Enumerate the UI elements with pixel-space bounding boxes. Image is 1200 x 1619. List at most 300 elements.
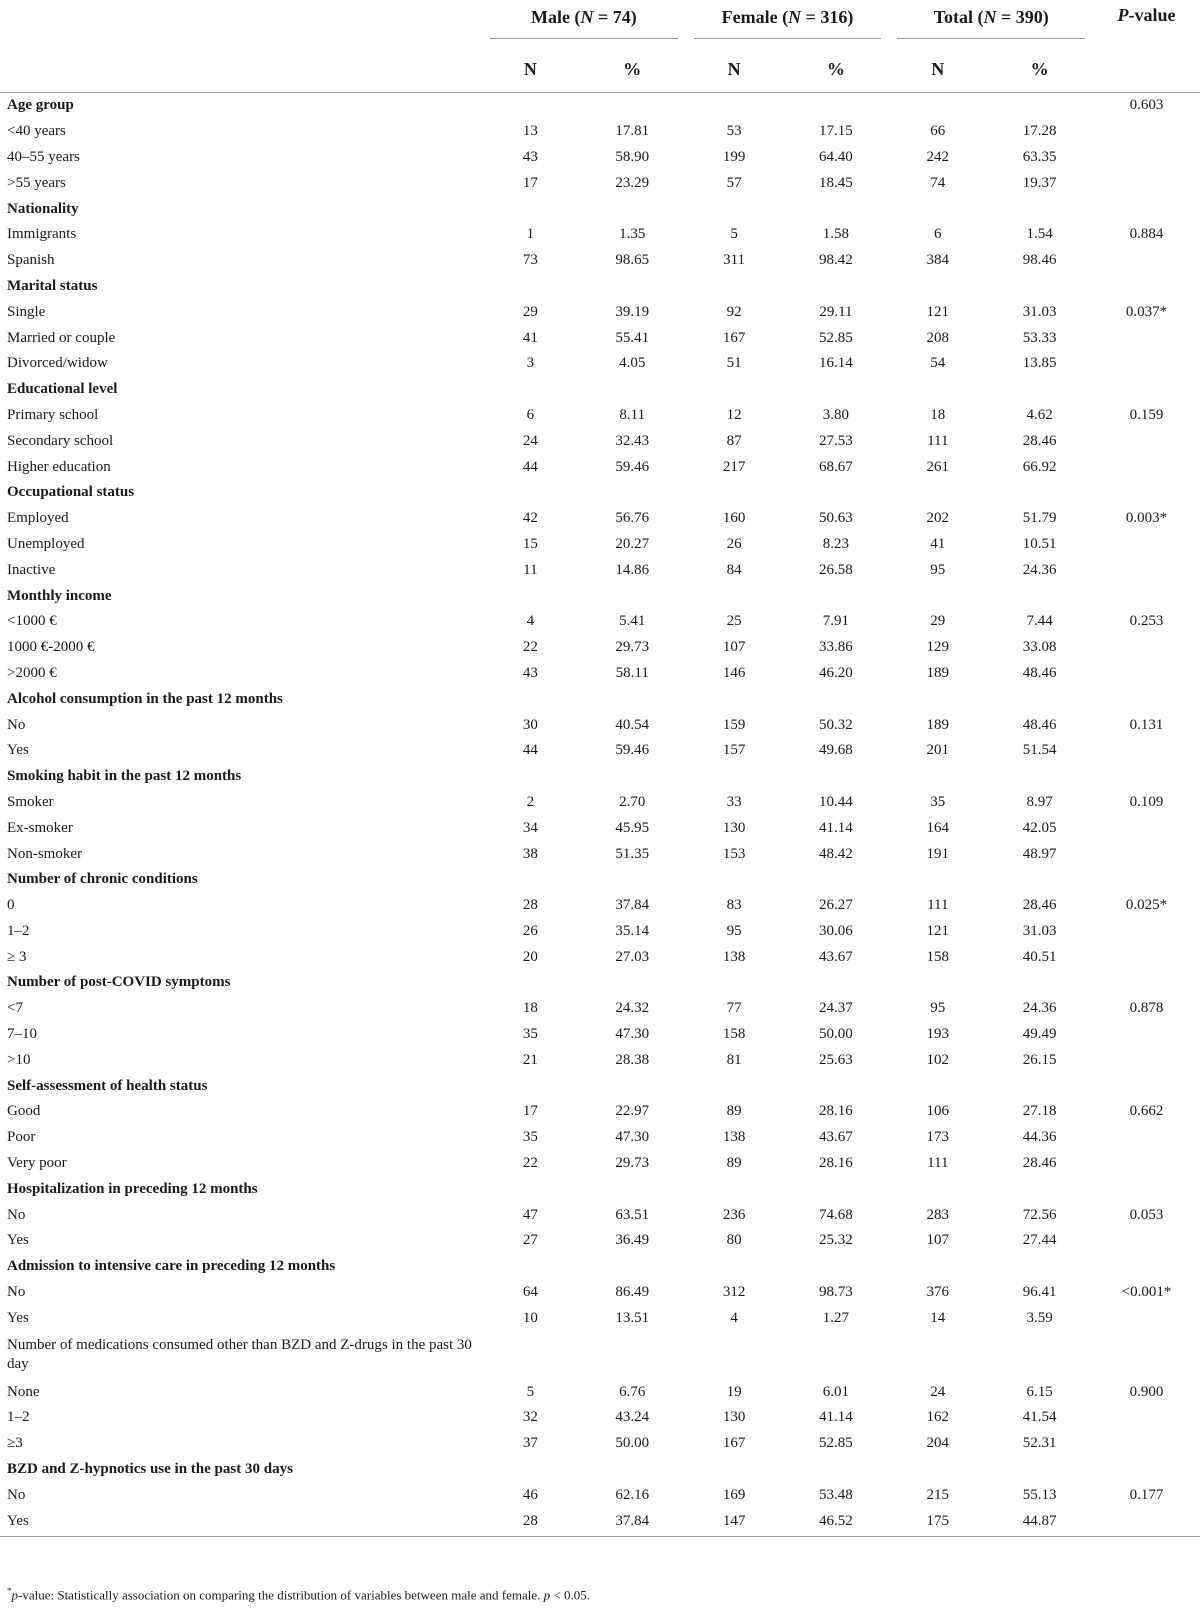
cell-pvalue: 0.053 bbox=[1129, 1206, 1164, 1223]
table-row bbox=[0, 1431, 1200, 1457]
cell-n: 159 bbox=[722, 716, 746, 733]
cell-percent bbox=[986, 196, 1093, 222]
cell-n: 283 bbox=[926, 1206, 949, 1223]
cell-percent: 98.73 bbox=[819, 1284, 853, 1301]
cell-percent: 98.65 bbox=[615, 252, 650, 269]
cell-percent: 3.59 bbox=[1026, 1309, 1053, 1326]
row-label: 40–55 years bbox=[7, 148, 80, 165]
row-label: Primary school bbox=[7, 406, 99, 423]
cell-n: 173 bbox=[926, 1129, 949, 1146]
table-row bbox=[0, 403, 1200, 429]
category-row bbox=[0, 970, 1200, 996]
category-row bbox=[0, 196, 1200, 222]
cell-percent bbox=[579, 196, 686, 222]
cell-pvalue bbox=[1093, 557, 1200, 583]
cell-percent: 31.03 bbox=[1022, 922, 1057, 939]
cell-percent bbox=[986, 867, 1093, 893]
cell-n: 164 bbox=[926, 819, 949, 836]
cell-percent: 50.32 bbox=[819, 716, 853, 733]
cell-percent: 66.92 bbox=[1022, 458, 1057, 475]
cell-pvalue bbox=[1093, 1405, 1200, 1431]
cell-percent: 58.90 bbox=[615, 148, 650, 165]
cell-n: 24 bbox=[522, 432, 538, 449]
cell-n: 215 bbox=[926, 1486, 949, 1503]
cell-percent: 49.49 bbox=[1022, 1026, 1057, 1043]
cell-n: 20 bbox=[522, 948, 538, 965]
cell-pvalue bbox=[1093, 1431, 1200, 1457]
cell-percent: 27.53 bbox=[819, 432, 853, 449]
cell-n bbox=[889, 686, 986, 712]
cell-percent bbox=[579, 480, 686, 506]
cell-n: 111 bbox=[927, 1155, 949, 1172]
header-blank-cell bbox=[1093, 55, 1200, 93]
cell-percent: 49.68 bbox=[819, 742, 853, 759]
table-row bbox=[0, 325, 1200, 351]
cell-percent: 43.67 bbox=[819, 948, 853, 965]
cell-percent: 55.13 bbox=[1022, 1486, 1057, 1503]
cell-percent: 62.16 bbox=[615, 1486, 650, 1503]
cell-n: 121 bbox=[926, 922, 949, 939]
row-label: No bbox=[7, 1206, 26, 1223]
cell-n bbox=[482, 583, 579, 609]
cell-percent: 1.58 bbox=[822, 226, 850, 243]
cell-pvalue bbox=[1093, 867, 1200, 893]
row-label: 1–2 bbox=[7, 922, 30, 939]
cell-percent: 10.51 bbox=[1022, 535, 1057, 552]
cell-pvalue bbox=[1093, 1331, 1200, 1379]
cell-n: 311 bbox=[723, 252, 746, 269]
cell-percent: 28.16 bbox=[819, 1103, 853, 1120]
row-label: Secondary school bbox=[7, 432, 114, 449]
cell-percent bbox=[579, 1254, 686, 1280]
cell-n: 19 bbox=[726, 1383, 742, 1400]
cell-percent bbox=[782, 1073, 889, 1099]
cell-percent: 59.46 bbox=[615, 742, 650, 759]
table-row bbox=[0, 893, 1200, 919]
cell-n: 54 bbox=[930, 355, 946, 372]
cell-pvalue bbox=[1093, 583, 1200, 609]
cell-pvalue: 0.131 bbox=[1129, 716, 1164, 733]
cell-n bbox=[889, 274, 986, 300]
cell-pvalue bbox=[1093, 635, 1200, 661]
cell-percent: 24.36 bbox=[1022, 1000, 1057, 1017]
row-label: None bbox=[7, 1383, 40, 1400]
cell-n: 107 bbox=[926, 1232, 949, 1249]
table-row bbox=[0, 1228, 1200, 1254]
cell-n: 77 bbox=[726, 1000, 742, 1017]
cell-n bbox=[686, 480, 783, 506]
header-group-total bbox=[889, 0, 1093, 41]
cell-percent: 14.86 bbox=[615, 561, 650, 578]
cell-percent: 51.79 bbox=[1022, 510, 1057, 527]
cell-percent: 74.68 bbox=[819, 1206, 853, 1223]
category-label: BZD and Z-hypnotics use in the past 30 days bbox=[7, 1461, 293, 1478]
table-row bbox=[0, 1022, 1200, 1048]
cell-percent: 26.15 bbox=[1022, 1051, 1057, 1068]
row-label: Yes bbox=[7, 1309, 29, 1326]
cell-percent: 47.30 bbox=[615, 1129, 650, 1146]
table-row bbox=[0, 996, 1200, 1022]
category-label: Admission to intensive care in preceding 12 months bbox=[7, 1258, 336, 1275]
cell-n: 12 bbox=[726, 406, 742, 423]
cell-pvalue bbox=[1093, 532, 1200, 558]
cell-n bbox=[889, 1073, 986, 1099]
table-row bbox=[0, 738, 1200, 764]
cell-n: 130 bbox=[722, 1409, 746, 1426]
cell-n: 191 bbox=[926, 845, 949, 862]
cell-pvalue bbox=[1093, 248, 1200, 274]
cell-percent bbox=[782, 480, 889, 506]
cell-n: 95 bbox=[726, 922, 742, 939]
category-label: Monthly income bbox=[7, 587, 112, 604]
row-label: Ex-smoker bbox=[7, 819, 73, 836]
cell-n: 4 bbox=[526, 613, 535, 630]
row-label: >55 years bbox=[7, 174, 66, 191]
cell-n: 175 bbox=[889, 1508, 986, 1536]
cell-pvalue: 0.025* bbox=[1125, 897, 1168, 914]
cell-n: 26 bbox=[726, 535, 742, 552]
cell-percent: 8.23 bbox=[822, 535, 850, 552]
cell-n bbox=[482, 1073, 579, 1099]
cell-percent bbox=[782, 1176, 889, 1202]
cell-percent: 8.97 bbox=[1026, 793, 1053, 810]
cell-pvalue bbox=[1093, 1228, 1200, 1254]
cell-percent: 63.35 bbox=[1022, 148, 1057, 165]
table-row bbox=[0, 428, 1200, 454]
cell-pvalue bbox=[1093, 119, 1200, 145]
cell-n: 5 bbox=[730, 226, 738, 243]
cell-pvalue bbox=[1093, 1176, 1200, 1202]
cell-n bbox=[482, 93, 579, 119]
cell-n: 312 bbox=[722, 1284, 746, 1301]
row-label: Yes bbox=[7, 1232, 29, 1249]
cell-n: 6 bbox=[934, 226, 942, 243]
cell-n: 208 bbox=[926, 329, 949, 346]
cell-percent: 44.36 bbox=[1022, 1129, 1057, 1146]
cell-pvalue bbox=[1093, 919, 1200, 945]
cell-n: 6 bbox=[526, 406, 535, 423]
cell-percent: 24.37 bbox=[819, 1000, 853, 1017]
row-label: 7–10 bbox=[7, 1026, 37, 1043]
table-row bbox=[0, 919, 1200, 945]
cell-percent: 31.03 bbox=[1022, 303, 1057, 320]
header-sub-pct: % bbox=[986, 55, 1093, 93]
cell-n: 53 bbox=[726, 123, 742, 140]
cell-pvalue bbox=[1093, 1073, 1200, 1099]
table-row bbox=[0, 1151, 1200, 1177]
cell-percent: 2.70 bbox=[619, 793, 646, 810]
row-label: 1–2 bbox=[7, 1409, 30, 1426]
cell-percent bbox=[782, 970, 889, 996]
cell-n: 11 bbox=[523, 561, 538, 578]
row-label: ≥ 3 bbox=[7, 948, 27, 965]
cell-n: 42 bbox=[522, 510, 538, 527]
cell-n: 160 bbox=[722, 510, 746, 527]
cell-percent bbox=[782, 93, 889, 119]
cell-n: 89 bbox=[726, 1155, 742, 1172]
cell-n: 130 bbox=[722, 819, 746, 836]
cell-percent bbox=[579, 970, 686, 996]
category-row bbox=[0, 377, 1200, 403]
cell-pvalue bbox=[1093, 1022, 1200, 1048]
cell-n bbox=[889, 583, 986, 609]
cell-n: 18 bbox=[522, 1000, 538, 1017]
cell-percent: 47.30 bbox=[615, 1026, 650, 1043]
cell-n: 22 bbox=[522, 1155, 538, 1172]
cell-percent: 25.32 bbox=[819, 1232, 853, 1249]
row-label: No bbox=[7, 1486, 26, 1503]
cell-n: 107 bbox=[722, 639, 746, 656]
table-row bbox=[0, 712, 1200, 738]
cell-n: 236 bbox=[722, 1206, 746, 1223]
cell-percent: 50.00 bbox=[819, 1026, 853, 1043]
cell-n: 17 bbox=[522, 174, 538, 191]
cell-percent bbox=[579, 274, 686, 300]
cell-pvalue bbox=[1093, 944, 1200, 970]
footnote-text: p-value: Statistically association on comparing the distribution of variables between male and female. p < 0.05. bbox=[11, 1587, 590, 1603]
cell-n bbox=[686, 196, 783, 222]
cell-percent: 5.41 bbox=[619, 613, 646, 630]
cell-n: 43 bbox=[522, 664, 538, 681]
cell-n bbox=[482, 274, 579, 300]
row-label: Married or couple bbox=[7, 329, 116, 346]
cell-n: 5 bbox=[526, 1383, 535, 1400]
cell-percent bbox=[782, 1254, 889, 1280]
row-label: Spanish bbox=[7, 252, 55, 269]
category-row bbox=[0, 867, 1200, 893]
cell-percent: 28.46 bbox=[1022, 1155, 1057, 1172]
cell-n: 92 bbox=[726, 303, 742, 320]
table-row bbox=[0, 1099, 1200, 1125]
cell-n bbox=[686, 764, 783, 790]
table-row bbox=[0, 454, 1200, 480]
cell-pvalue: 0.603 bbox=[1129, 97, 1164, 114]
cell-percent: 72.56 bbox=[1022, 1206, 1057, 1223]
table-row bbox=[0, 1202, 1200, 1228]
cell-percent: 13.51 bbox=[615, 1309, 650, 1326]
cell-n bbox=[686, 867, 783, 893]
cell-n: 189 bbox=[926, 664, 949, 681]
cell-percent: 52.31 bbox=[1022, 1435, 1057, 1452]
cell-percent: 27.18 bbox=[1022, 1103, 1057, 1120]
row-label: Higher education bbox=[7, 458, 111, 475]
table-row bbox=[0, 557, 1200, 583]
cell-n bbox=[686, 1176, 783, 1202]
cell-percent: 40.54 bbox=[615, 716, 650, 733]
cell-n: 2 bbox=[526, 793, 535, 810]
cell-n: 83 bbox=[726, 897, 742, 914]
row-label: Inactive bbox=[7, 561, 56, 578]
footnote-mark: * bbox=[7, 1586, 12, 1596]
cell-percent bbox=[782, 867, 889, 893]
cell-n: 28 bbox=[482, 1508, 579, 1536]
cell-percent: 1.54 bbox=[1026, 226, 1053, 243]
cell-percent: 30.06 bbox=[819, 922, 853, 939]
cell-percent: 48.46 bbox=[1022, 716, 1057, 733]
cell-pvalue bbox=[1093, 351, 1200, 377]
table-row bbox=[0, 532, 1200, 558]
cell-pvalue bbox=[1093, 1305, 1200, 1331]
cell-pvalue bbox=[1093, 170, 1200, 196]
cell-n: 87 bbox=[726, 432, 742, 449]
cell-percent bbox=[986, 1457, 1093, 1483]
category-row bbox=[0, 480, 1200, 506]
cell-percent: 44.87 bbox=[986, 1508, 1093, 1536]
cell-n: 26 bbox=[522, 922, 538, 939]
cell-n: 32 bbox=[522, 1409, 538, 1426]
table-row bbox=[0, 635, 1200, 661]
cell-pvalue bbox=[1093, 196, 1200, 222]
cell-n: 73 bbox=[522, 252, 538, 269]
cell-n: 193 bbox=[926, 1026, 949, 1043]
cell-n: 30 bbox=[522, 716, 538, 733]
cell-percent bbox=[579, 583, 686, 609]
cell-percent bbox=[782, 764, 889, 790]
header-blank-cell bbox=[0, 55, 482, 93]
cell-percent bbox=[782, 196, 889, 222]
cell-n: 35 bbox=[930, 793, 946, 810]
cell-n bbox=[889, 970, 986, 996]
cell-pvalue: 0.159 bbox=[1129, 406, 1164, 423]
table-row bbox=[0, 351, 1200, 377]
cell-n: 95 bbox=[930, 561, 946, 578]
cell-pvalue: 0.884 bbox=[1129, 226, 1164, 243]
cell-pvalue bbox=[1093, 274, 1200, 300]
cell-n: 4 bbox=[730, 1309, 738, 1326]
cell-pvalue bbox=[1093, 661, 1200, 687]
header-blank-cell bbox=[0, 0, 482, 41]
cell-n bbox=[889, 1331, 986, 1379]
cell-percent: 64.40 bbox=[819, 148, 853, 165]
cell-percent: 48.97 bbox=[1022, 845, 1057, 862]
cell-n: 81 bbox=[726, 1051, 742, 1068]
cell-n: 66 bbox=[930, 123, 946, 140]
cell-percent bbox=[579, 1073, 686, 1099]
table-row bbox=[0, 609, 1200, 635]
cell-n: 89 bbox=[726, 1103, 742, 1120]
cell-pvalue bbox=[1093, 841, 1200, 867]
cell-n: 202 bbox=[926, 510, 949, 527]
row-label: Yes bbox=[0, 1508, 482, 1536]
cell-percent: 28.46 bbox=[1022, 432, 1057, 449]
table-row bbox=[0, 222, 1200, 248]
table-row bbox=[0, 661, 1200, 687]
cell-n: 3 bbox=[526, 355, 535, 372]
cell-percent: 26.58 bbox=[819, 561, 853, 578]
row-label: 0 bbox=[7, 897, 15, 914]
cell-n bbox=[686, 686, 783, 712]
cell-pvalue: 0.109 bbox=[1129, 793, 1164, 810]
row-label: Immigrants bbox=[7, 226, 77, 243]
cell-n: 33 bbox=[726, 793, 742, 810]
cell-n: 84 bbox=[726, 561, 742, 578]
cell-n: 138 bbox=[722, 1129, 746, 1146]
table-body bbox=[0, 93, 1200, 1537]
cell-percent: 55.41 bbox=[615, 329, 650, 346]
cell-n: 29 bbox=[930, 613, 946, 630]
cell-pvalue bbox=[1093, 1254, 1200, 1280]
cell-percent bbox=[986, 686, 1093, 712]
cell-n: 376 bbox=[926, 1284, 949, 1301]
cell-percent bbox=[782, 377, 889, 403]
row-label: ≥3 bbox=[7, 1435, 23, 1452]
category-row bbox=[0, 274, 1200, 300]
cell-percent bbox=[986, 1331, 1093, 1379]
cell-n: 157 bbox=[722, 742, 746, 759]
table-row bbox=[0, 1280, 1200, 1306]
cell-n: 111 bbox=[927, 897, 949, 914]
header-pvalue: P-value bbox=[1117, 5, 1176, 25]
cell-percent: 4.05 bbox=[619, 355, 646, 372]
cell-n: 18 bbox=[930, 406, 946, 423]
cell-n: 38 bbox=[522, 845, 538, 862]
table-row bbox=[0, 299, 1200, 325]
cell-percent: 28.46 bbox=[1022, 897, 1057, 914]
category-label: Number of medications consumed other than BZD and Z-drugs in the past 30 day bbox=[7, 1337, 472, 1373]
table-row bbox=[0, 944, 1200, 970]
cell-n: 37 bbox=[522, 1435, 538, 1452]
cell-n: 111 bbox=[927, 432, 949, 449]
cell-percent: 37.84 bbox=[615, 897, 650, 914]
table-row bbox=[0, 790, 1200, 816]
cell-n: 158 bbox=[722, 1026, 746, 1043]
table-footnote bbox=[7, 1586, 590, 1603]
cell-n: 64 bbox=[522, 1284, 538, 1301]
cell-percent bbox=[986, 764, 1093, 790]
cell-percent: 7.91 bbox=[822, 613, 850, 630]
cell-percent: 51.35 bbox=[615, 845, 650, 862]
table-row bbox=[0, 815, 1200, 841]
cell-n: 102 bbox=[926, 1051, 949, 1068]
cell-percent bbox=[986, 93, 1093, 119]
cell-percent: 27.03 bbox=[615, 948, 650, 965]
cell-n: 15 bbox=[522, 535, 538, 552]
cell-n bbox=[686, 93, 783, 119]
cell-pvalue: 0.253 bbox=[1129, 613, 1164, 630]
row-label: 1000 €-2000 € bbox=[7, 639, 95, 656]
row-label: Divorced/widow bbox=[7, 355, 108, 372]
cell-pvalue: 0.878 bbox=[1129, 1000, 1164, 1017]
cell-n: 34 bbox=[522, 819, 538, 836]
cell-percent bbox=[986, 583, 1093, 609]
cell-n bbox=[686, 274, 783, 300]
cell-n bbox=[482, 196, 579, 222]
header-sub-pct: % bbox=[579, 55, 686, 93]
cell-n: 80 bbox=[726, 1232, 742, 1249]
cell-percent bbox=[782, 583, 889, 609]
cell-pvalue bbox=[1093, 145, 1200, 171]
cell-n: 47 bbox=[522, 1206, 538, 1223]
category-label: Number of chronic conditions bbox=[7, 871, 198, 888]
cell-n: 199 bbox=[722, 148, 746, 165]
cell-n: 121 bbox=[926, 303, 949, 320]
cell-percent: 17.15 bbox=[819, 123, 853, 140]
category-row bbox=[0, 1254, 1200, 1280]
cell-percent bbox=[986, 274, 1093, 300]
category-row bbox=[0, 1176, 1200, 1202]
cell-n bbox=[889, 377, 986, 403]
cell-n: 25 bbox=[726, 613, 742, 630]
cell-percent: 45.95 bbox=[615, 819, 650, 836]
cell-n bbox=[482, 480, 579, 506]
cell-percent: 24.36 bbox=[1022, 561, 1057, 578]
cell-percent: 6.76 bbox=[619, 1383, 646, 1400]
cell-percent: 53.33 bbox=[1022, 329, 1057, 346]
row-label: No bbox=[7, 1284, 26, 1301]
cell-percent bbox=[579, 867, 686, 893]
row-label: <1000 € bbox=[7, 613, 57, 630]
header-group-label: Female (N = 316) bbox=[694, 7, 882, 39]
